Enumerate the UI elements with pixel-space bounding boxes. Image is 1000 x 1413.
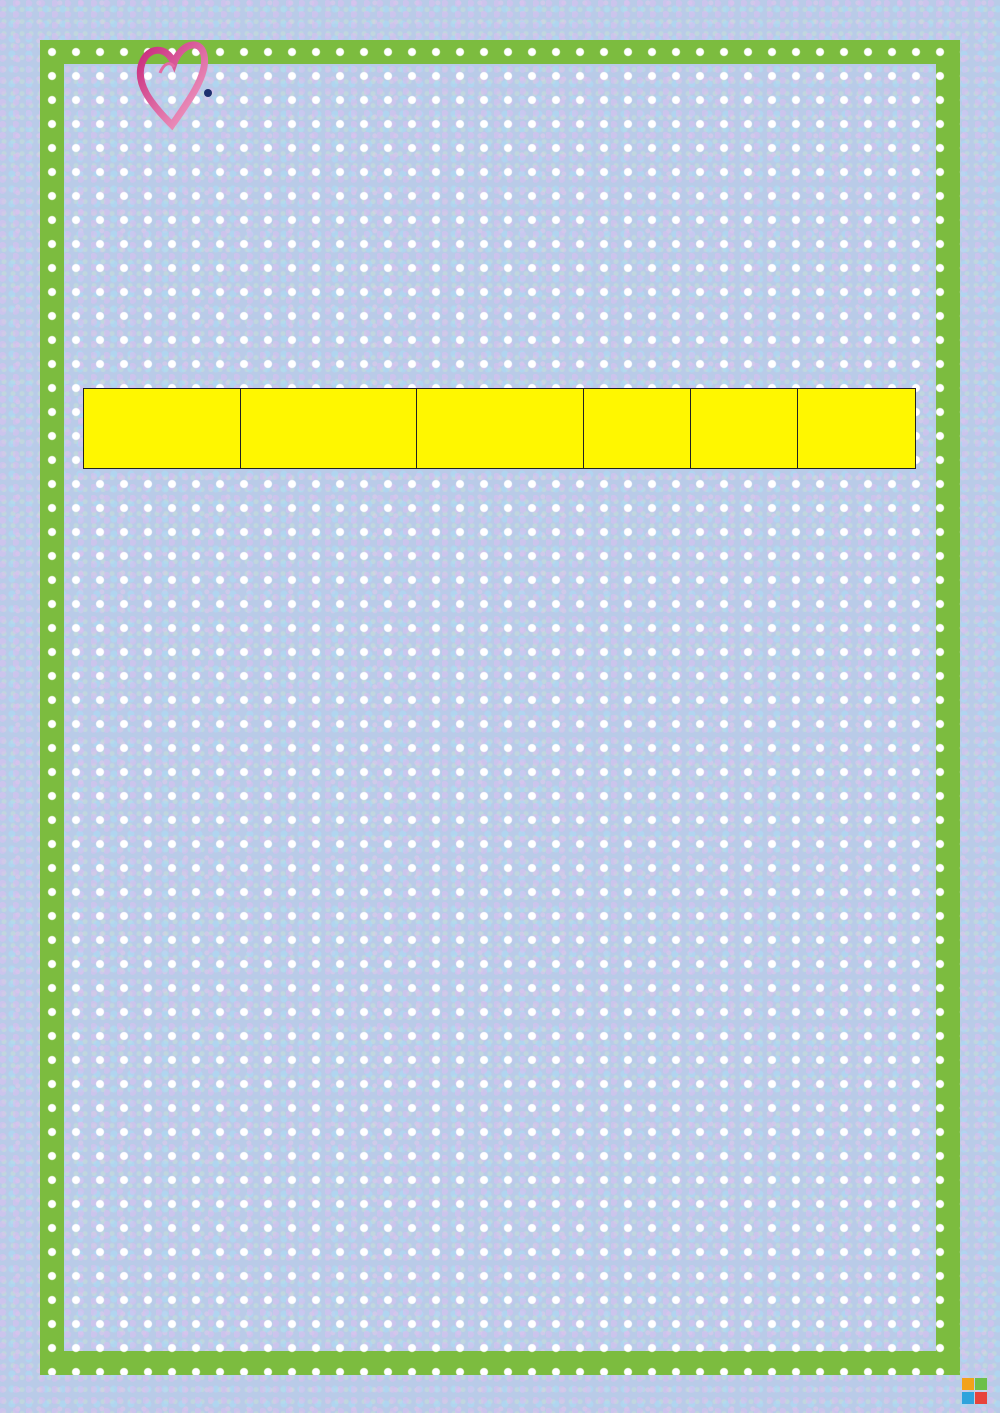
header-porcentaje [584, 389, 691, 469]
maristak-logo-icon [130, 33, 380, 133]
header-tipo [417, 389, 584, 469]
liveworksheets-brand [962, 1377, 992, 1407]
header-precio-nuevo [798, 389, 916, 469]
header-imagen [84, 389, 241, 469]
header-precio-antiguo [691, 389, 798, 469]
liveworksheets-logo-icon [962, 1378, 988, 1406]
table-header-row [84, 389, 916, 469]
decorative-border [40, 40, 960, 1375]
header-nombre [241, 389, 417, 469]
prices-table [83, 388, 916, 469]
